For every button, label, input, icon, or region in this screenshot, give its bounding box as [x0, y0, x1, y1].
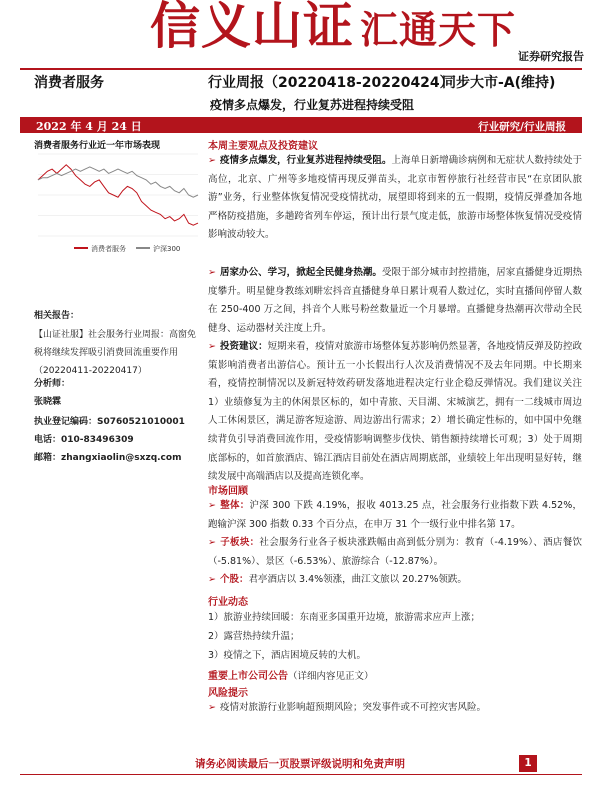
report-subtitle: 疫情多点爆发，行业复苏进程持续受阻 [210, 98, 415, 112]
announcement-heading [208, 667, 582, 682]
chart-grid [38, 154, 198, 236]
announcement-note: （详细内容见正文） [288, 671, 374, 682]
page-number: 1 [519, 755, 537, 772]
analyst-email[interactable]: 邮箱：zhangxiaolin@sxzq.com [34, 453, 182, 463]
bullet-arrow-icon: ➢ [208, 341, 216, 352]
bullet-arrow-icon: ➢ [208, 267, 216, 278]
chart-legend [74, 244, 180, 253]
views-section-title: 本周主要观点及投资建议 [208, 141, 318, 152]
dynamics-item-2: 2）露营热持续升温； [208, 631, 300, 642]
header-banner [0, 0, 600, 74]
market-section-title: 市场回顾 [208, 486, 248, 497]
dynamics-item-1: 1）旅游业持续回暖：东南亚多国重开边境，旅游需求应声上涨； [208, 612, 481, 623]
announcement-title: 重要上市公司公告 [208, 671, 288, 682]
report-type-label: 证券研究报告 [518, 50, 584, 63]
chart-legend-label-0: 消费者服务 [91, 245, 126, 253]
rating-label: 同步大市-A(维持) [442, 75, 556, 91]
bullet-arrow-icon: ➢ [208, 574, 216, 585]
performance-chart [34, 150, 202, 258]
chart-series-line-1 [38, 167, 198, 197]
view-paragraph-2: ➢ 居家办公、学习，掀起全民健身热潮。受限于部分城市封控措施，居家直播健身近期热度攀升。明星健身教练刘畊宏抖音直播健身单日累计观看人数过亿，实时直播间停留人数在 250-400 万之间，抖音个人账号粉丝数量近一个月暴增。直播健身热潮再次带动全民健身、运动器材关注度上升。 [208, 267, 582, 334]
analyst-phone: 电话：010-83496309 [34, 435, 134, 445]
bullet-arrow-icon: ➢ [208, 702, 216, 713]
bullet-arrow-icon: ➢ [208, 500, 216, 511]
header-divider [20, 68, 582, 70]
dynamics-section-title: 行业动态 [208, 597, 248, 608]
view-paragraph-1: ➢ 疫情多点爆发，行业复苏进程持续受阻。上海单日新增确诊病例和无症状人数持续处于高位，北京、广州等多地疫情再现反弹苗头，北京市暂停旅行社经营市民“在京团队旅游”业务，行业整体恢复情况受疫情扰动，展望即将到来的五一假期，疫情反弹叠加各地严格防疫措施，多趟跨省列车停运，预计出行景气度走低，旅游市场整体恢复情况受疫情影响波动较大。 [208, 155, 582, 241]
bullet-arrow-icon: ➢ [208, 537, 216, 548]
sector-label: 消费者服务 [34, 75, 104, 91]
analyst-license: 执业登记编码：S0760521010001 [34, 417, 185, 427]
company-slogan: 信义山证 汇通天下 [150, 0, 517, 55]
report-title: 行业周报（20220418-20220424） [208, 75, 454, 91]
bullet-arrow-icon: ➢ [208, 155, 216, 166]
analyst-label: 分析师： [34, 379, 71, 389]
market-subsector: ➢ 子板块：社会服务行业各子板块涨跌幅由高到低分别为：教育（-4.19%）、酒店餐饮（-5.81%）、景区（-6.53%）、旅游综合（-12.87%）。 [208, 537, 582, 567]
report-category: 行业研究/行业周报 [478, 121, 566, 133]
related-report-link[interactable]: 【山证社服】社会服务行业周报：高窗免税将继续发挥吸引消费回流重要作用（20220411-20220417） [34, 330, 197, 376]
report-date: 2022 年 4 月 24 日 [36, 120, 142, 133]
chart-legend-label-1: 沪深300 [153, 245, 181, 253]
footer-divider [20, 774, 582, 775]
market-stocks: ➢ 个股：君亭酒店以 3.4%领涨，曲江文旅以 20.27%领跌。 [208, 574, 467, 585]
risk-section-title: 风险提示 [208, 688, 248, 699]
view-paragraph-3: ➢ 投资建议：短期来看，疫情对旅游市场整体复苏影响仍然显著，各地疫情反弹及防控政策影响消费者出游信心。预计五一小长假出行人次及消费情况不及去年同期。中长期来看，疫情控制情况以及新冠特效药研发落地进程决定行业企稳反弹情况。我们建议关注 1）业绩修复为主的休闲景区标的，如中青旅、天目湖、宋城演艺，拥有一二线城市周边人工休闲景区，满足游客短途游、周边游出行需求；2）增长确定性标的，如中国中免继续背负引导消费回流作用，受疫情影响调整步伐快、销售额持续增长可观；3）处于周期底部标的，如首旅酒店、锦江酒店目前处在酒店周期底部，业绩较上年出现明显好转，继续发展中高端酒店以及提高连锁化率。 [208, 341, 582, 483]
chart-title: 消费者服务行业近一年市场表现 [34, 141, 161, 151]
analyst-name: 张晓霖 [34, 397, 62, 407]
disclaimer-notice[interactable]: 请务必阅读最后一页股票评级说明和免责声明 [195, 758, 405, 770]
related-reports-label: 相关报告： [34, 311, 80, 321]
market-overall: ➢ 整体：沪深 300 下跌 4.19%，报收 4013.25 点，社会服务行业指数下跌 4.52%，跑输沪深 300 指数 0.33 个百分点，在申万 31 个一级行业中排名第 17。 [208, 500, 582, 530]
dynamics-item-3: 3）疫情之下，酒店困境反转的大机。 [208, 650, 367, 661]
risk-paragraph: ➢ 疫情对旅游行业影响超预期风险；突发事件或不可控灾害风险。 [208, 702, 486, 713]
